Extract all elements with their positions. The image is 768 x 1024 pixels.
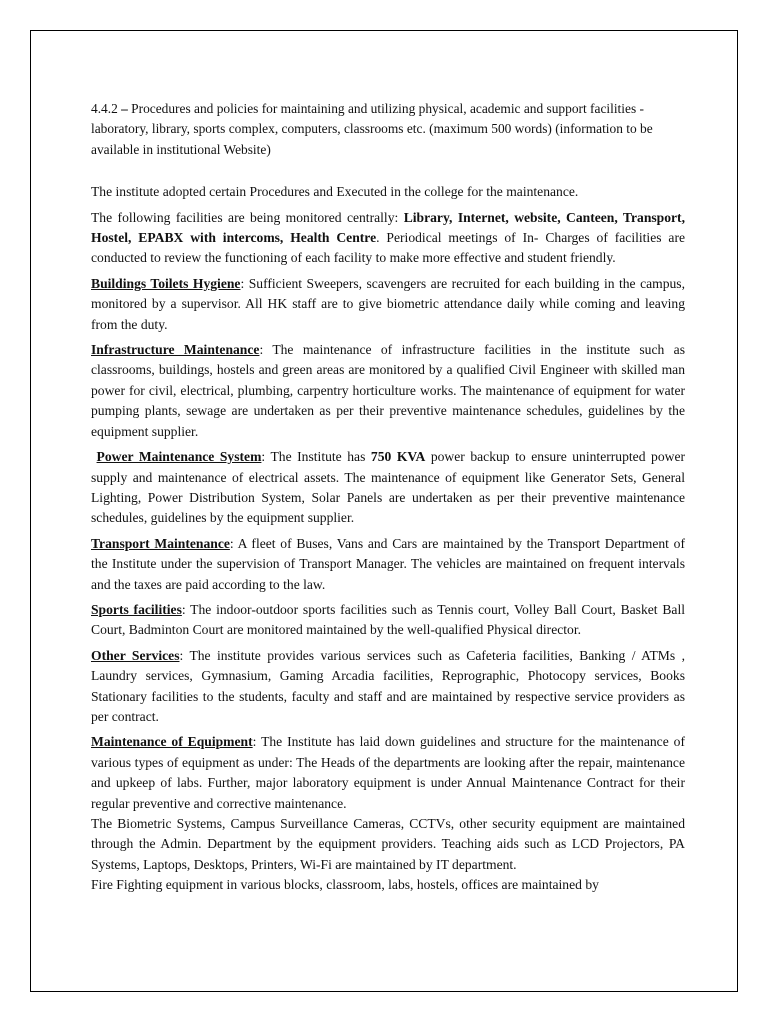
page-frame bbox=[30, 30, 738, 992]
equipment-title: Maintenance of Equipment bbox=[91, 734, 253, 750]
power-capacity: 750 KVA bbox=[370, 449, 426, 465]
power-paragraph bbox=[91, 447, 685, 529]
monitored-facilities: Library, Internet, website, Canteen, Transport, Hostel, EPABX with intercoms, Health Centre bbox=[91, 209, 685, 246]
power-text-b: power backup to ensure uninterrupted power supply and maintenance of electrical assets. The maintenance of equipment like Generator Sets, General Lighting, Power Distribution System, Solar Panels are undertaken as per their preventive maintenance schedules, guidelines by the equipment supplier. bbox=[91, 449, 686, 526]
monitored-paragraph bbox=[91, 208, 685, 269]
equipment-paragraph-3: Fire Fighting equipment in various blocks, classroom, labs, hostels, offices are maintained by bbox=[91, 877, 599, 893]
sports-text: : The indoor-outdoor sports facilities such as Tennis court, Volley Ball Court, Basket Ball Court, Badminton Court are monitored maintained by the well-qualified Physical director. bbox=[91, 601, 686, 638]
transport-text: : A fleet of Buses, Vans and Cars are maintained by the Transport Department of the Institute under the supervision of Transport Manager. The vehicles are maintained on frequent intervals and the taxes are paid according to the law. bbox=[91, 535, 685, 592]
power-text-a: : The Institute has bbox=[261, 449, 371, 465]
buildings-text: : Sufficient Sweepers, scavengers are recruited for each building in the campus, monitored by a supervisor. All HK staff are to give biometric attendance daily while coming and leaving from the duty. bbox=[91, 275, 685, 332]
sports-title: Sports facilities bbox=[91, 601, 182, 617]
heading-dash: – bbox=[117, 101, 128, 116]
equipment-text: : The Institute has laid down guidelines and structure for the maintenance of various types of equipment as under: The Heads of the departments are looking after the repair, maintenance and upkeep of labs. Further, major laboratory equipment is under Annual Maintenance Contract for their regular preventive and corrective maintenance. bbox=[91, 734, 685, 811]
document-body bbox=[91, 31, 685, 896]
transport-paragraph bbox=[91, 534, 685, 595]
sports-paragraph bbox=[91, 600, 685, 641]
buildings-paragraph bbox=[91, 274, 685, 335]
equipment-paragraph bbox=[91, 732, 685, 814]
equipment-paragraph-2: The Biometric Systems, Campus Surveillance Cameras, CCTVs, other security equipment are maintained through the Admin. Department by the equipment providers. Teaching aids such as LCD Projectors, PA Systems, Laptops, Desktops, Printers, Wi-Fi are maintained by IT department. bbox=[91, 816, 685, 872]
intro-paragraph: The institute adopted certain Procedures and Executed in the college for the maintenance. bbox=[91, 184, 579, 200]
monitored-lead: The following facilities are being monitored centrally: bbox=[91, 209, 404, 225]
infrastructure-title: Infrastructure Maintenance bbox=[91, 342, 260, 358]
section-heading bbox=[91, 99, 685, 160]
power-title: Power Maintenance System bbox=[96, 449, 262, 465]
heading-number: 4.4.2 bbox=[91, 101, 118, 116]
other-services-paragraph bbox=[91, 646, 685, 728]
transport-title: Transport Maintenance bbox=[91, 535, 230, 551]
monitored-rest: . Periodical meetings of In- Charges of facilities are conducted to review the functioning of each facility to make more effective and student friendly. bbox=[91, 230, 686, 266]
heading-text: Procedures and policies for maintaining and utilizing physical, academic and support facilities - laboratory, library, sports complex, computers, classrooms etc. (maximum 500 words) (information to be available in institutional Website) bbox=[91, 101, 653, 157]
infrastructure-paragraph bbox=[91, 340, 685, 442]
other-services-title: Other Services bbox=[91, 647, 180, 663]
infrastructure-text: : The maintenance of infrastructure facilities in the institute such as classrooms, buildings, hostels and green areas are monitored by a qualified Civil Engineer with skilled man power for civil, electrical, plumbing, carpentry horticulture works. The maintenance of equipment for water pumping plants, sewage are undertaken as per their preventive maintenance schedules, guidelines by the equipment supplier. bbox=[91, 342, 685, 439]
other-services-text: : The institute provides various services such as Cafeteria facilities, Banking / ATMs , Laundry services, Gymnasium, Gaming Arcadia facilities, Reprographic, Photocopy services, Books Stationary facilities to the students, faculty and staff and are maintained by respective service providers as per contract. bbox=[91, 647, 685, 724]
buildings-title: Buildings Toilets Hygiene bbox=[91, 275, 241, 291]
